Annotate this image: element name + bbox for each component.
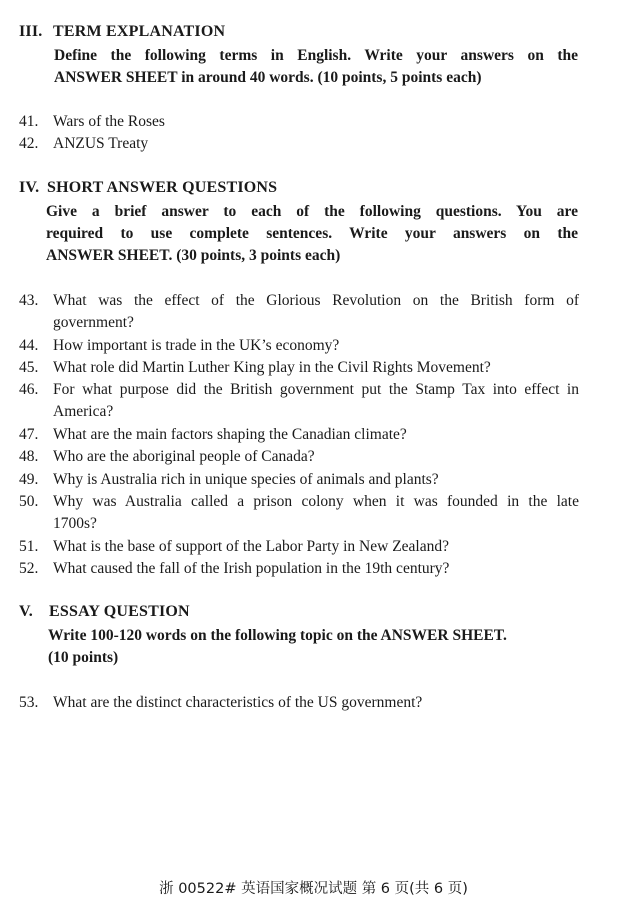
question-number: 46.	[19, 381, 39, 398]
instruction-line: Give a brief answer to each of the following questions. You are	[46, 203, 578, 220]
question-line: 1700s?	[53, 515, 97, 532]
question-number: 41.	[19, 113, 39, 130]
question-line: For what purpose did the British government put the Stamp Tax into effect in	[53, 381, 579, 398]
question-53	[19, 692, 579, 714]
question-number: 44.	[19, 337, 39, 354]
instruction-line: required to use complete sentences. Write your answers on the	[46, 225, 578, 242]
section-number: IV.	[19, 179, 40, 196]
section-title: TERM EXPLANATION	[53, 23, 226, 40]
question-50	[19, 491, 579, 535]
question-line: America?	[53, 403, 114, 420]
question-49	[19, 469, 579, 491]
instruction-line: Write 100-120 words on the following topic on the ANSWER SHEET.	[48, 627, 507, 644]
question-41	[19, 111, 579, 133]
question-number: 43.	[19, 292, 39, 309]
instruction-line: ANSWER SHEET in around 40 words. (10 points, 5 points each)	[54, 69, 482, 86]
section-heading-essay	[19, 602, 190, 622]
instruction-short	[46, 201, 578, 267]
question-number: 45.	[19, 359, 39, 376]
question-51	[19, 536, 579, 558]
question-text	[53, 290, 579, 334]
page-footer: 浙 00522# 英语国家概况试题 第 6 页(共 6 页)	[159, 881, 468, 897]
question-45	[19, 357, 579, 379]
question-text	[53, 379, 579, 423]
question-line: What was the effect of the Glorious Revolution on the British form of	[53, 292, 579, 309]
question-number: 53.	[19, 694, 39, 711]
instruction-line: Define the following terms in English. Write your answers on the	[54, 47, 578, 64]
question-text: What are the distinct characteristics of the US government?	[53, 694, 423, 711]
section-title: ESSAY QUESTION	[49, 603, 190, 620]
question-text: What are the main factors shaping the Canadian climate?	[53, 426, 407, 443]
question-number: 49.	[19, 471, 39, 488]
question-number: 51.	[19, 538, 39, 555]
question-number: 48.	[19, 448, 39, 465]
question-text: What role did Martin Luther King play in the Civil Rights Movement?	[53, 359, 491, 376]
question-46	[19, 379, 579, 423]
question-text	[53, 491, 579, 535]
question-48	[19, 446, 579, 468]
instruction-term	[54, 45, 578, 89]
question-text: What is the base of support of the Labor Party in New Zealand?	[53, 538, 449, 555]
section-number: V.	[19, 603, 33, 620]
question-number: 52.	[19, 560, 39, 577]
question-44	[19, 335, 579, 357]
instruction-line: (10 points)	[48, 649, 119, 666]
question-text: ANZUS Treaty	[53, 135, 149, 152]
instruction-line: ANSWER SHEET. (30 points, 3 points each)	[46, 247, 341, 264]
question-number: 50.	[19, 493, 39, 510]
question-52	[19, 558, 579, 580]
question-text: Wars of the Roses	[53, 113, 165, 130]
question-number: 42.	[19, 135, 39, 152]
question-42	[19, 133, 579, 155]
question-47	[19, 424, 579, 446]
question-line: government?	[53, 314, 134, 331]
question-text: Who are the aboriginal people of Canada?	[53, 448, 315, 465]
question-number: 47.	[19, 426, 39, 443]
question-text: Why is Australia rich in unique species of animals and plants?	[53, 471, 439, 488]
question-line: Why was Australia called a prison colony when it was founded in the late	[53, 493, 579, 510]
question-text: How important is trade in the UK’s economy?	[53, 337, 340, 354]
question-43	[19, 290, 579, 334]
question-text: What caused the fall of the Irish population in the 19th century?	[53, 560, 450, 577]
instruction-essay	[48, 625, 578, 669]
section-heading-short	[19, 178, 277, 198]
section-number: III.	[19, 23, 43, 40]
section-title: SHORT ANSWER QUESTIONS	[47, 179, 278, 196]
section-heading-term	[19, 22, 225, 42]
